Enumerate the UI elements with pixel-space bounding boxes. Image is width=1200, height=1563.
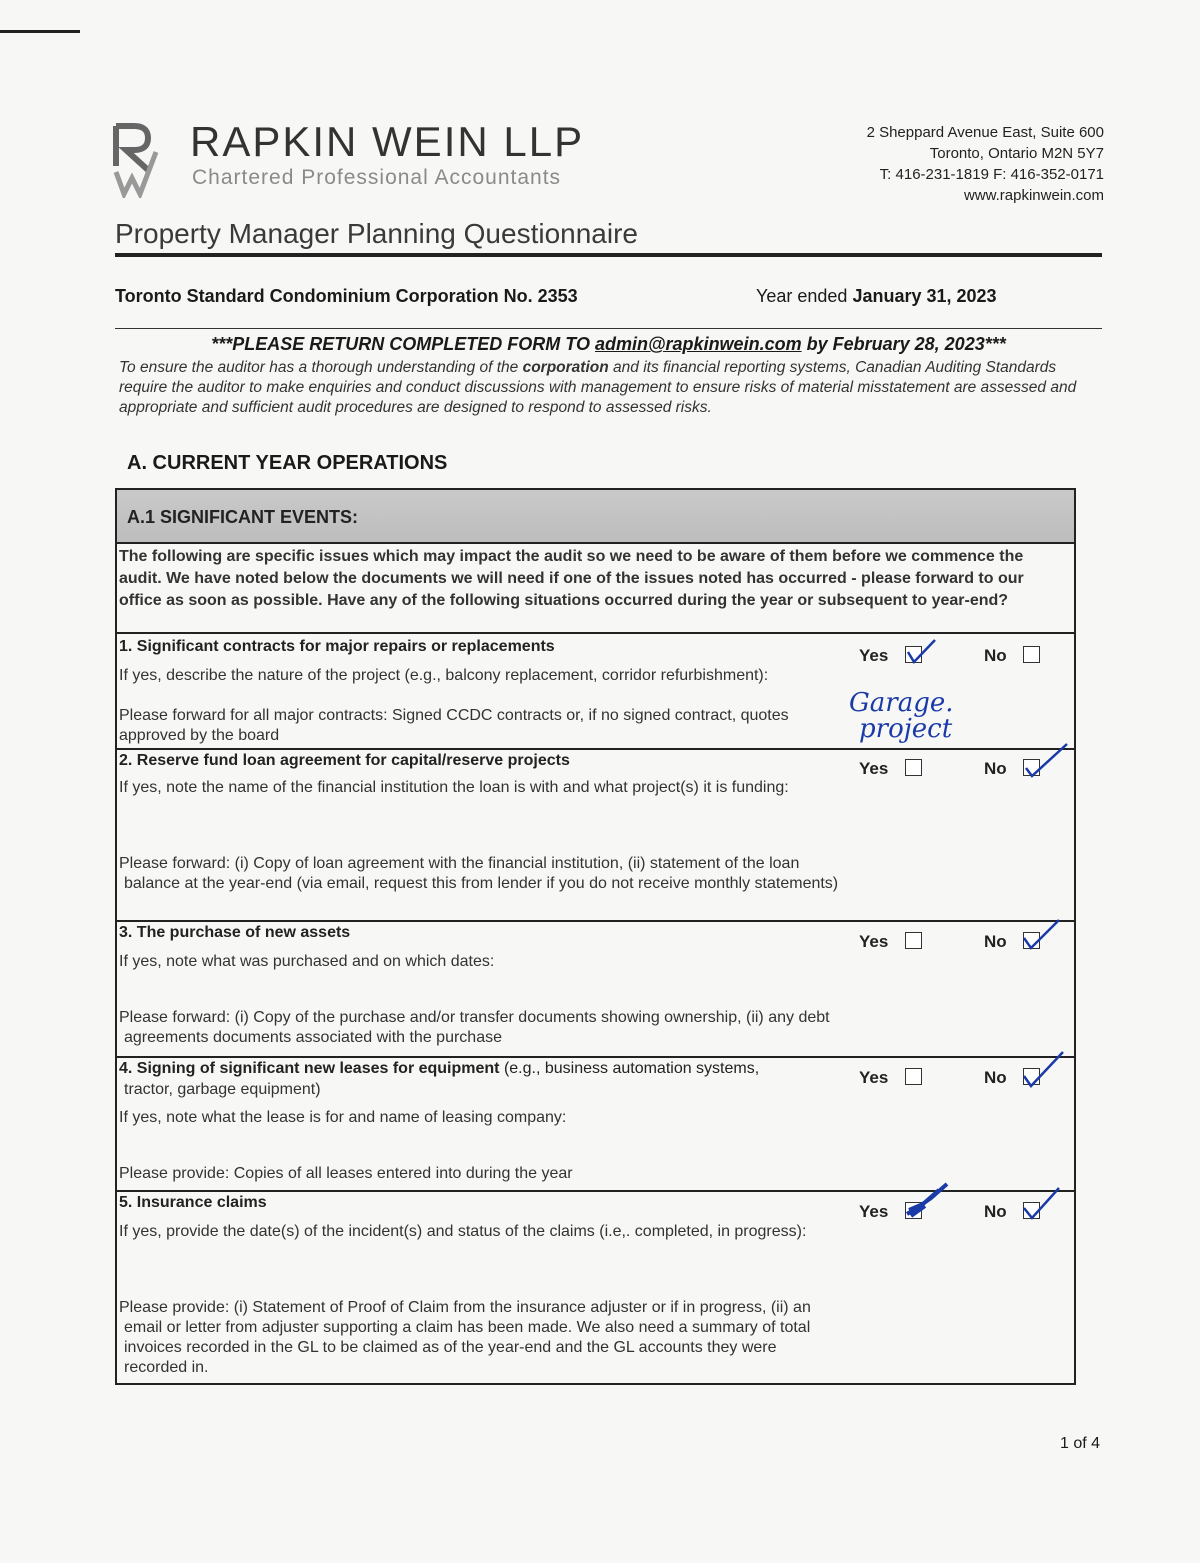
- question-title-line2: tractor, garbage equipment): [124, 1081, 321, 1098]
- question-row: [117, 922, 1074, 1056]
- handwritten-answer: Garage.: [849, 688, 954, 718]
- table-title: A.1 SIGNIFICANT EVENTS:: [127, 507, 359, 527]
- question-request: Please forward: (i) Copy of loan agreement with the financial institution, (ii) statement of the loan balance at the year-end (via email, request this from lender if you do not receive monthly statements): [119, 855, 839, 892]
- yes-label: Yes: [859, 932, 889, 951]
- checkmark-icon: [1021, 918, 1061, 954]
- question-title: [119, 1060, 759, 1078]
- question-title: 2. Reserve fund loan agreement for capital/reserve projects: [119, 752, 570, 769]
- address-line: Toronto, Ontario M2N 5Y7: [929, 145, 1104, 162]
- no-checkbox[interactable]: [1023, 646, 1040, 663]
- question-title: 3. The purchase of new assets: [119, 924, 351, 941]
- firm-subtitle: Chartered Professional Accountants: [192, 166, 562, 189]
- no-label: No: [984, 1068, 1007, 1087]
- document-title: Property Manager Planning Questionnaire: [115, 218, 638, 249]
- question-row: [117, 1192, 1074, 1383]
- return-instruction: [115, 334, 1102, 355]
- question-request: Please forward for all major contracts: Signed CCDC contracts or, if no signed contract, quotes approved by the board: [119, 707, 789, 744]
- question-row: [117, 634, 1074, 748]
- significant-events-table: [115, 488, 1076, 1385]
- year-value: January 31, 2023: [852, 286, 997, 306]
- question-prompt: If yes, note what was purchased and on which dates:: [119, 953, 495, 970]
- page-number: 1 of 4: [1059, 1435, 1100, 1452]
- section-heading: A. CURRENT YEAR OPERATIONS: [127, 452, 448, 474]
- question-row: [117, 1058, 1074, 1192]
- return-email-link[interactable]: admin@rapkinwein.com: [594, 334, 802, 354]
- question-request: Please provide: (i) Statement of Proof of Claim from the insurance adjuster or if in progress, (ii) an email or letter from adjuster supporting a claim has been made. We also need a summary of total invoices recorded in the GL to be claimed as of the year-end and the GL accounts they were recorded in.: [119, 1299, 811, 1376]
- return-prefix: ***PLEASE RETURN COMPLETED FORM TO: [211, 334, 590, 354]
- table-intro: The following are specific issues which may impact the audit so we need to be aware of them before we commence the audit. We have noted below the documents we will need if one of the issues noted has occurred - please forward to our office as soon as possible. Have any of the following situations occurred during the year or subsequent to year-end?: [119, 548, 1024, 609]
- table-header-band: [117, 490, 1074, 544]
- intro-bold: corporation: [522, 359, 609, 376]
- scribble-icon: [903, 1180, 951, 1222]
- checkmark-icon: [1021, 1186, 1061, 1224]
- year-ended: [756, 286, 997, 307]
- yes-checkbox[interactable]: [905, 932, 922, 949]
- no-label: No: [984, 1202, 1007, 1221]
- question-request: Please forward: (i) Copy of the purchase and/or transfer documents showing ownership, (ii) any debt agreements documents associated with the purchase: [119, 1009, 830, 1046]
- scan-mark: [0, 30, 80, 33]
- yes-label: Yes: [859, 1068, 889, 1087]
- yes-label: Yes: [859, 759, 889, 778]
- year-label: Year ended: [756, 286, 848, 306]
- question-prompt: If yes, provide the date(s) of the incident(s) and status of the claims (i.e,. completed, in progress):: [119, 1223, 807, 1240]
- question-title-extra: (e.g., business automation systems,: [499, 1060, 760, 1077]
- address-line: 2 Sheppard Avenue East, Suite 600: [866, 124, 1104, 141]
- firm-address: [867, 122, 1104, 206]
- intro-text: To ensure the auditor has a thorough understanding of the: [119, 359, 519, 376]
- firm-name: RAPKIN WEIN LLP: [190, 118, 585, 165]
- question-prompt: If yes, describe the nature of the project (e.g., balcony replacement, corridor refurbishment):: [119, 667, 769, 684]
- question-title: 5. Insurance claims: [119, 1194, 267, 1211]
- question-row: [117, 750, 1074, 920]
- checkmark-icon: [1023, 742, 1069, 782]
- intro-text: and its financial reporting systems, Canadian Auditing Standards require the auditor to make enquiries and conduct discussions with management to ensure risks of material misstatement are assessed and appropriate and sufficient audit procedures are designed to respond to assessed risks.: [119, 359, 1077, 416]
- no-label: No: [984, 646, 1007, 665]
- handwritten-answer: project: [859, 714, 953, 744]
- checkmark-icon: [905, 638, 939, 668]
- question-title-bold: 4. Signing of significant new leases for equipment: [119, 1060, 500, 1077]
- corporation-name: Toronto Standard Condominium Corporation No. 2353: [115, 286, 578, 306]
- website-link[interactable]: www.rapkinwein.com: [963, 187, 1104, 204]
- yes-checkbox[interactable]: [905, 1068, 922, 1085]
- question-prompt: If yes, note what the lease is for and name of leasing company:: [119, 1109, 567, 1126]
- return-suffix: by February 28, 2023***: [806, 334, 1006, 354]
- header-divider: [115, 328, 1102, 329]
- no-label: No: [984, 932, 1007, 951]
- title-divider: [115, 253, 1102, 257]
- question-title: 1. Significant contracts for major repairs or replacements: [119, 638, 555, 655]
- no-label: No: [984, 759, 1007, 778]
- address-line: T: 416-231-1819 F: 416-352-0171: [879, 166, 1104, 183]
- rapkin-wein-logo-icon: [112, 122, 160, 198]
- question-request: Please provide: Copies of all leases entered into during the year: [119, 1165, 573, 1182]
- question-prompt: If yes, note the name of the financial institution the loan is with and what project(s) it is funding:: [119, 779, 789, 796]
- checkmark-icon: [1021, 1050, 1065, 1090]
- yes-checkbox[interactable]: [905, 759, 922, 776]
- yes-label: Yes: [859, 646, 889, 665]
- yes-label: Yes: [859, 1202, 889, 1221]
- intro-paragraph: [119, 358, 1079, 418]
